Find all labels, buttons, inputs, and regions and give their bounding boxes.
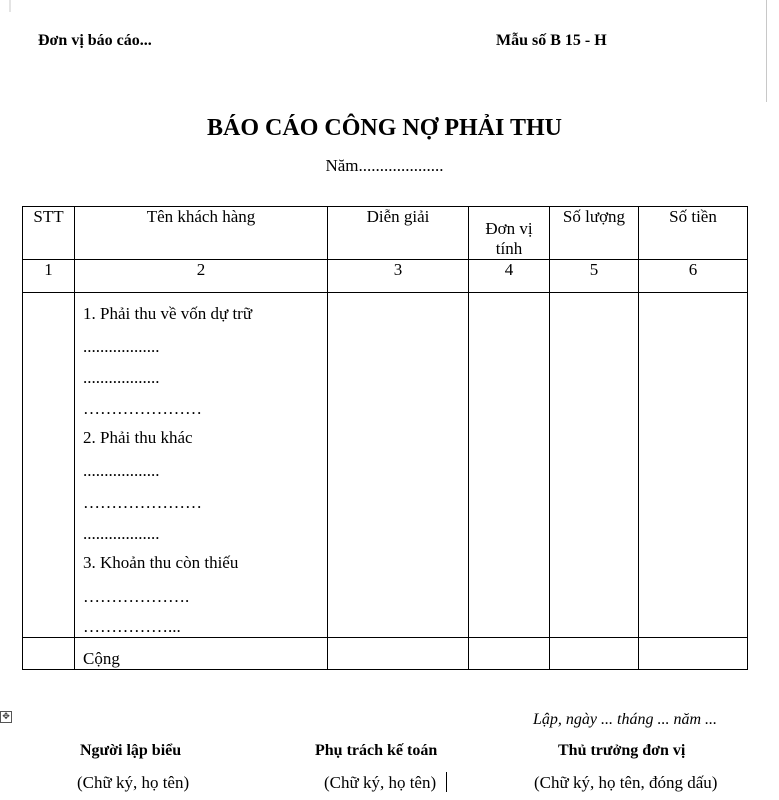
column-number: 6 <box>639 260 748 293</box>
table-cell[interactable] <box>469 638 550 670</box>
page-margin-guide <box>766 0 767 102</box>
org-label: Đơn vị báo cáo... <box>38 32 152 49</box>
column-number: 1 <box>23 260 75 293</box>
list-item: 3. Khoản thu còn thiếu <box>83 553 239 572</box>
column-header: STT <box>23 207 75 260</box>
list-item: 2. Phải thu khác <box>83 428 193 447</box>
table-cell[interactable] <box>469 293 550 638</box>
signer-note: (Chữ ký, họ tên, đóng dấu) <box>534 773 718 792</box>
column-number: 2 <box>75 260 328 293</box>
signer-title: Người lập biểu <box>80 742 182 759</box>
signer-note: (Chữ ký, họ tên) <box>77 773 190 792</box>
column-number-row <box>23 260 748 293</box>
list-item: ………………. <box>83 587 190 606</box>
column-header-unit-line2: tính <box>495 239 523 258</box>
table-move-handle-icon[interactable]: ✥ <box>0 711 12 723</box>
table-cell[interactable] <box>328 638 469 670</box>
table-cell[interactable] <box>639 638 748 670</box>
table-cell[interactable] <box>639 293 748 638</box>
table-cell[interactable] <box>23 638 75 670</box>
list-item: ……………... <box>83 617 181 636</box>
table-header-row <box>23 207 748 260</box>
year-line: Năm.................... <box>325 156 444 175</box>
column-header: Số tiền <box>639 207 748 260</box>
page-title: BÁO CÁO CÔNG NỢ PHẢI THU <box>207 115 562 141</box>
column-number: 5 <box>550 260 639 293</box>
column-header: Diễn giải <box>328 207 469 260</box>
date-line: Lập, ngày ... tháng ... năm ... <box>533 711 717 728</box>
column-header: Tên khách hàng <box>75 207 328 260</box>
list-item: .................. <box>83 368 160 387</box>
column-header-unit-line1: Đơn vị <box>485 219 533 238</box>
column-header-unit <box>469 207 550 260</box>
total-label: Cộng <box>83 649 120 668</box>
signer-title: Phụ trách kế toán <box>315 742 438 759</box>
table-cell[interactable] <box>328 293 469 638</box>
list-item: .................. <box>83 461 160 480</box>
list-item: .................. <box>83 337 160 356</box>
list-item: ………………… <box>83 399 202 418</box>
column-number: 4 <box>469 260 550 293</box>
signer-note: (Chữ ký, họ tên) <box>324 773 437 792</box>
form-code: Mẫu số B 15 - H <box>496 32 607 49</box>
list-item: ………………… <box>83 493 202 512</box>
signer-title: Thủ trưởng đơn vị <box>558 742 686 759</box>
table-cell[interactable] <box>550 638 639 670</box>
total-row <box>23 638 748 670</box>
column-header: Số lượng <box>550 207 639 260</box>
list-item: .................. <box>83 524 160 543</box>
table-cell[interactable] <box>550 293 639 638</box>
table-cell[interactable] <box>23 293 75 638</box>
page-corner-marks <box>0 0 12 102</box>
text-cursor <box>446 772 447 792</box>
list-item: 1. Phải thu về vốn dự trữ <box>83 304 253 323</box>
column-number: 3 <box>328 260 469 293</box>
